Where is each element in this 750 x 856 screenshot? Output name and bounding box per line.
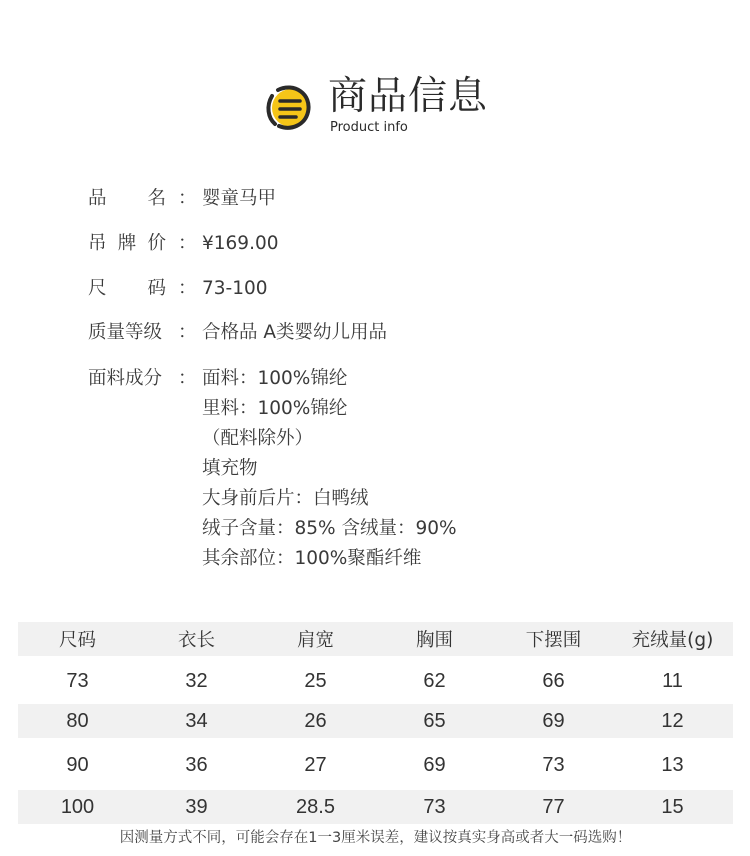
table-header-cell: 尺码 [58, 630, 96, 651]
table-header-cell: 充绒量(g) [631, 630, 714, 651]
composition-line: 绒子含量：85% 含绒量：90% [202, 518, 457, 539]
table-cell: 32 [185, 669, 208, 692]
table-cell: 69 [423, 753, 446, 776]
composition-line: 大身前后片：白鸭绒 [202, 488, 369, 509]
info-label-size: 尺 码 [88, 278, 166, 299]
table-cell: 73 [423, 795, 446, 818]
table-row [18, 704, 733, 738]
table-header-cell: 胸围 [415, 630, 453, 651]
table-header-row [18, 622, 733, 656]
table-cell: 27 [304, 753, 327, 776]
composition-line: （配料除外） [202, 428, 314, 449]
table-cell: 73 [66, 669, 89, 692]
table-cell: 100 [60, 795, 95, 818]
info-label-name: 品 名 [88, 188, 166, 209]
table-row [18, 790, 733, 824]
table-cell: 36 [185, 753, 208, 776]
info-value-price: ¥169.00 [202, 233, 279, 254]
table-cell: 90 [66, 753, 89, 776]
composition-line: 里料：100%锦纶 [202, 398, 348, 419]
info-label-composition: 面料成分 [88, 368, 163, 389]
info-value-grade: 合格品 A类婴幼儿用品 [202, 322, 388, 343]
table-cell: 65 [423, 709, 446, 732]
table-cell: 66 [542, 669, 565, 692]
composition-line: 其余部位：100%聚酯纤维 [202, 548, 422, 569]
page-subtitle: Product info [330, 120, 408, 135]
info-value-name: 婴童马甲 [202, 188, 277, 209]
table-cell: 39 [185, 795, 208, 818]
table-cell: 80 [66, 709, 89, 732]
table-cell: 11 [662, 669, 683, 692]
table-cell: 25 [304, 669, 327, 692]
table-cell: 12 [661, 709, 684, 732]
composition-line: 面料：100%锦纶 [202, 368, 348, 389]
measurement-note: 因测量方式不同，可能会存在1一3厘米误差，建议按真实身高或者大一码选购！ [119, 830, 632, 846]
table-cell: 26 [304, 709, 327, 732]
table-header-cell: 下摆围 [525, 630, 582, 651]
section-header [262, 74, 522, 140]
table-cell: 73 [542, 753, 565, 776]
composition-line: 填充物 [202, 458, 258, 479]
page-title: 商品信息 [328, 74, 489, 119]
table-header-cell: 肩宽 [296, 630, 334, 651]
info-label-price: 吊 牌 价 [88, 233, 166, 254]
table-header-cell: 衣长 [177, 630, 215, 651]
table-cell: 77 [542, 795, 565, 818]
document-lines-icon [264, 84, 316, 134]
table-cell: 15 [661, 795, 684, 818]
composition-list [202, 364, 457, 574]
table-row [18, 662, 733, 700]
table-row [18, 744, 733, 786]
table-cell: 34 [185, 709, 208, 732]
table-cell: 69 [542, 709, 565, 732]
info-label-grade: 质量等级 [88, 322, 163, 343]
table-cell: 13 [661, 753, 684, 776]
table-cell: 28.5 [296, 795, 335, 818]
table-cell: 62 [423, 669, 446, 692]
info-value-size: 73-100 [202, 278, 268, 299]
